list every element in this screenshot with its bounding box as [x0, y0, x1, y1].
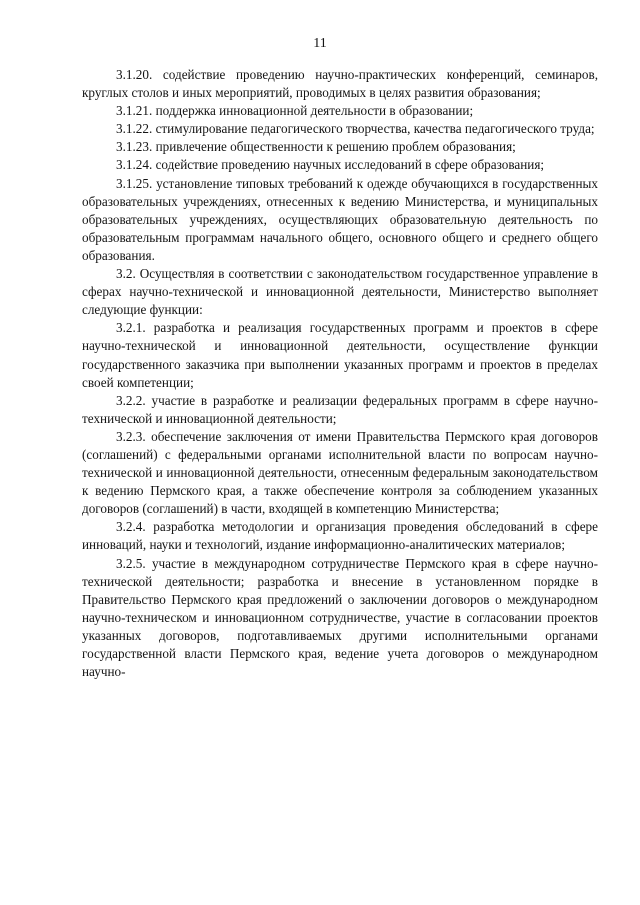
paragraph-3-2-2: 3.2.2. участие в разработке и реализации федеральных программ в сфере научно-технической и инновационной деятельности; [82, 392, 598, 426]
paragraph-3-2-3: 3.2.3. обеспечение заключения от имени Правительства Пермского края договоров (соглашений) с федеральными органами исполнительной власти по вопросам научно-технической и инновационной деятельности, отнесенным федеральным законодательством к ведению Пермского края, а также обеспечение контроля за соблюдением указанных договоров (соглашений) в части, входящей в компетенцию Министерства; [82, 428, 598, 517]
paragraph-3-1-22: 3.1.22. стимулирование педагогического творчества, качества педагогического труда; [116, 121, 595, 137]
paragraph-3-1-23: 3.1.23. привлечение общественности к решению проблем образования; [116, 139, 516, 155]
paragraph-3-1-20: 3.1.20. содействие проведению научно-практических конференций, семинаров, круглых столов и иных мероприятий, проводимых в целях развития образования; [82, 67, 598, 101]
paragraph-3-1-24: 3.1.24. содействие проведению научных исследований в сфере образования; [116, 157, 545, 173]
document-body [82, 66, 598, 681]
paragraph-3-1-21: 3.1.21. поддержка инновационной деятельности в образовании; [116, 103, 474, 119]
paragraph-3-1-25: 3.1.25. установление типовых требований к одежде обучающихся в государственных образовательных учреждениях, отнесенных к ведению Министерства, и муниципальных образовательных учреждениях, осуществляющих образовательную деятельность по образовательным программам начального общего, основного общего и среднего общего образования. [82, 175, 598, 263]
paragraph-3-2: 3.2. Осуществляя в соответствии с законодательством государственное управление в сферах научно-технической и инновационной деятельности, Министерство выполняет следующие функции: [82, 266, 598, 318]
paragraph-3-2-4: 3.2.4. разработка методологии и организация проведения обследований в сфере инноваций, науки и технологий, издание информационно-аналитических материалов; [82, 519, 598, 553]
paragraph-3-2-1: 3.2.1. разработка и реализация государственных программ и проектов в сфере научно-технической и инновационной деятельности, осуществление функции государственного заказчика при выполнении указанных программ и проектов в пределах своей компетенции; [82, 320, 598, 390]
paragraph-3-2-5: 3.2.5. участие в международном сотрудничестве Пермского края в сфере научно-технической деятельности; разработка и внесение в установленном порядке в Правительство Пермского края предложений о заключении договоров о международном научно-техническом и инновационном сотрудничестве, участие в согласовании проектов указанных договоров, подготавливаемых другими исполнительными органами государственной власти Пермского края, ведение учета договоров о международном научно- [82, 555, 598, 680]
page-number: 11 [313, 36, 327, 51]
